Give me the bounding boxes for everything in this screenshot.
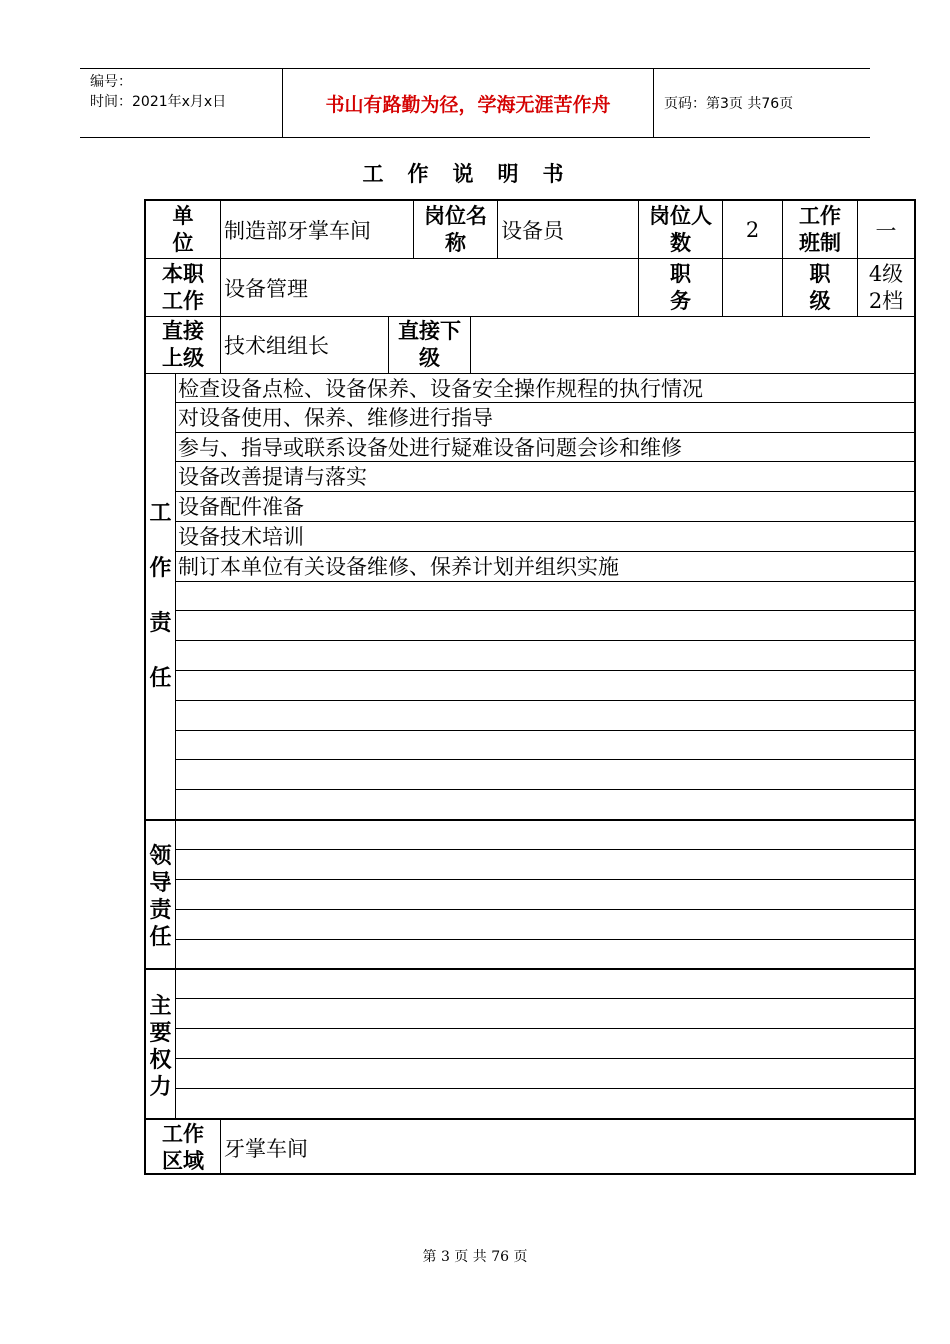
area-label: 工作区域 <box>162 1121 204 1173</box>
leadership-label: 领 导 责 任 <box>149 844 172 950</box>
position-label: 岗位名称 <box>424 203 487 255</box>
duty-value <box>723 259 782 316</box>
subordinate-label: 直接下级 <box>398 319 461 370</box>
unit-label: 单位 <box>172 203 194 255</box>
page-footer: 第 3 页 共 76 页 <box>422 1249 528 1265</box>
grade-label: 职级 <box>809 261 831 313</box>
grade-level: 4级 <box>868 261 904 286</box>
grade-step: 2档 <box>868 288 904 313</box>
headcount-value: 2 <box>745 217 760 242</box>
page-title: 工作说明书 <box>362 162 588 186</box>
job-label: 本职工作 <box>162 261 204 313</box>
shift-value: 一 <box>875 218 897 243</box>
duty-label: 职务 <box>670 261 691 313</box>
headcount-label: 岗位人数 <box>649 203 712 255</box>
responsibilities-label: 工 作 责 任 <box>149 501 172 691</box>
header-page-info: 页码：第3页 共76页 <box>664 96 794 112</box>
position-value: 设备员 <box>501 218 564 243</box>
shift-label: 工作班制 <box>799 203 841 255</box>
superior-value: 技术组组长 <box>224 334 329 358</box>
responsibility-item: 设备改善提请与落实 <box>178 465 367 489</box>
section-divider <box>144 819 916 821</box>
subordinate-value <box>474 317 912 373</box>
responsibility-item: 对设备使用、保养、维修进行指导 <box>178 406 493 430</box>
section-divider <box>144 968 916 970</box>
job-value: 设备管理 <box>224 276 308 301</box>
responsibility-item: 参与、指导或联系设备处进行疑难设备问题会诊和维修 <box>178 436 682 460</box>
responsibility-item: 设备配件准备 <box>178 495 304 519</box>
responsibility-item: 检查设备点检、设备保养、设备安全操作规程的执行情况 <box>178 377 703 401</box>
unit-value: 制造部牙掌车间 <box>224 218 371 243</box>
responsibility-item: 制订本单位有关设备维修、保养计划并组织实施 <box>178 555 619 579</box>
header-motto: 书山有路勤为径，学海无涯苦作舟 <box>282 69 654 137</box>
header-meta <box>80 69 282 137</box>
time-label: 时间：2021年x月x日 <box>90 94 227 110</box>
grade-value <box>858 259 914 316</box>
authority-label: 主 要 权 力 <box>149 994 172 1100</box>
area-value: 牙掌车间 <box>224 1136 308 1161</box>
document-header <box>80 68 870 138</box>
superior-label: 直接上级 <box>162 319 204 370</box>
serial-label: 编号： <box>90 74 132 90</box>
responsibility-item: 设备技术培训 <box>178 525 304 549</box>
